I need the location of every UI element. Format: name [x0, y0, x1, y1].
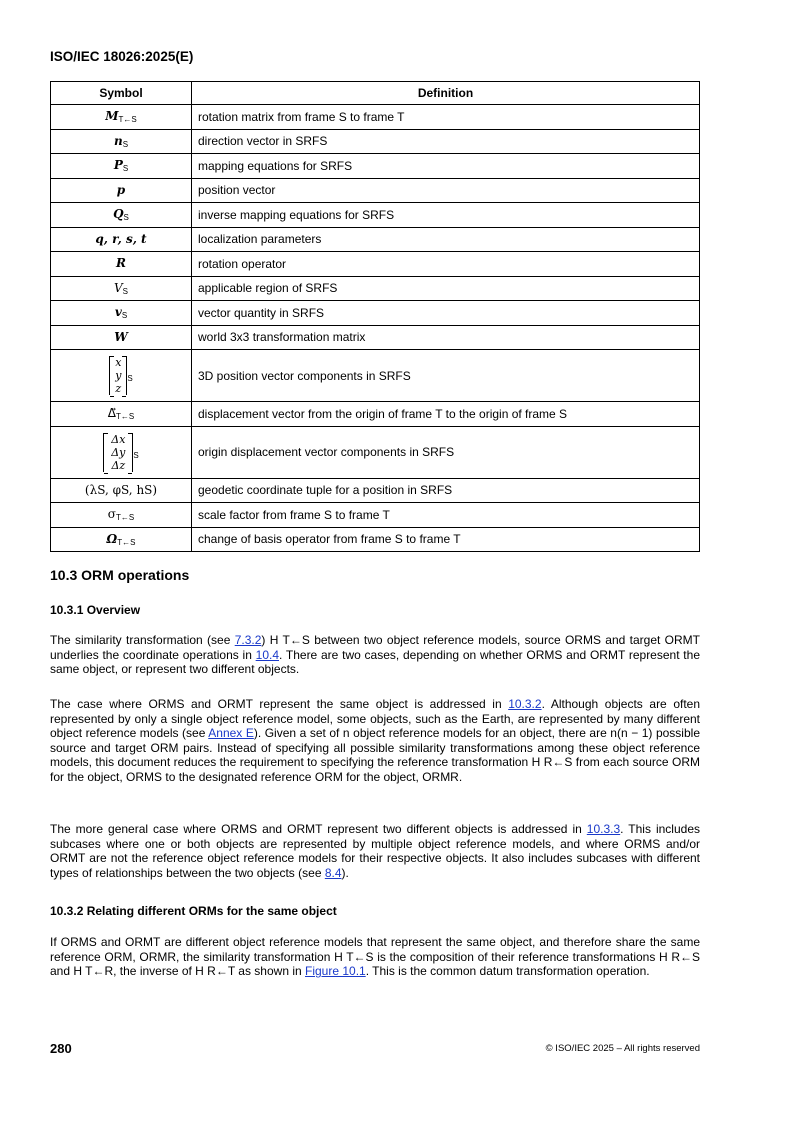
- symbol-cell: q, r, s, t: [51, 227, 192, 252]
- link-10-4[interactable]: 10.4: [52, 1070, 55, 1071]
- paragraph-different-objects: [50, 822, 700, 880]
- table-row: [51, 105, 700, 130]
- paragraph-text: The more general case where ORMS and ORMT represent two different objects is addressed in 10.3.3. This includes subcases where one or both objects are represented by multiple object reference models, and where ORMS and/or ORMT are not the reference object reference models for their respective objects. It also includes subcases with different types of relationships between the two objects (see 8.4).: [50, 822, 700, 880]
- symbol-cell: PS: [51, 154, 192, 179]
- table-row: [51, 154, 700, 179]
- symbol-cell: (λS, φS, hS): [51, 478, 192, 503]
- column-vector: x y z: [109, 356, 127, 395]
- table-row: [51, 350, 700, 402]
- copyright-notice: © ISO/IEC 2025 – All rights reserved: [545, 1043, 700, 1054]
- symbol-cell: ΩT←S: [51, 527, 192, 552]
- definition-cell: applicable region of SRFS: [192, 276, 700, 301]
- definition-cell: direction vector in SRFS: [192, 129, 700, 154]
- symbol-cell: W: [51, 325, 192, 350]
- definition-cell: localization parameters: [192, 227, 700, 252]
- table-row: [51, 301, 700, 326]
- table-row: [51, 203, 700, 228]
- column-header-symbol: Symbol: [51, 82, 192, 105]
- definition-cell: change of basis operator from frame S to frame T: [192, 527, 700, 552]
- column-vector: Δx Δy Δz: [103, 433, 133, 472]
- link-figure-10-1[interactable]: Figure 10.1: [66, 1070, 72, 1071]
- symbol-cell: Δx Δy ΔzS: [51, 426, 192, 478]
- symbol-cell: p: [51, 178, 192, 203]
- definition-cell: position vector: [192, 178, 700, 203]
- definition-cell: inverse mapping equations for SRFS: [192, 203, 700, 228]
- definition-cell: scale factor from frame S to frame T: [192, 503, 700, 528]
- symbol-cell: σT←S: [51, 503, 192, 528]
- paragraph-same-object: [50, 697, 700, 785]
- table-row: [51, 325, 700, 350]
- symbol-cell: nS: [51, 129, 192, 154]
- table-row: [51, 402, 700, 427]
- subsection-heading-overview: 10.3.1 Overview: [50, 603, 141, 617]
- cross-references: [50, 1070, 700, 1071]
- definition-cell: displacement vector from the origin of frame T to the origin of frame S: [192, 402, 700, 427]
- definition-cell: world 3x3 transformation matrix: [192, 325, 700, 350]
- table-row: [51, 527, 700, 552]
- table-row: [51, 276, 700, 301]
- paragraph-text: If ORMS and ORMT are different object reference models that represent the same object, and therefore share the same reference ORM, ORMR, the similarity transformation H T←S is the composition of their reference transformations H R←S and H T←R, the inverse of H R←T as shown in Figure 10.1. This is the common datum transformation operation.: [50, 935, 700, 979]
- link-10-3-2[interactable]: 10.3.2: [54, 1070, 58, 1071]
- symbol-cell: VS: [51, 276, 192, 301]
- table-row: [51, 227, 700, 252]
- table-row: [51, 178, 700, 203]
- symbols-table: [50, 81, 700, 552]
- definition-cell: vector quantity in SRFS: [192, 301, 700, 326]
- paragraph-relating: [50, 935, 700, 979]
- symbol-cell: QS: [51, 203, 192, 228]
- link-10-3-3[interactable]: 10.3.3: [61, 1070, 65, 1071]
- link-8-4[interactable]: 8.4: [64, 1070, 67, 1071]
- paragraph-overview: [50, 633, 700, 677]
- definition-cell: mapping equations for SRFS: [192, 154, 700, 179]
- symbol-cell: vS: [51, 301, 192, 326]
- link-7-3-2[interactable]: 7.3.2: [50, 1070, 53, 1071]
- page-number: 280: [50, 1041, 72, 1056]
- paragraph-text: The similarity transformation (see 7.3.2) H T←S between two object reference models, source ORMS and target ORMT underlies the coordinate operations in 10.4. There are two cases, depending on whether ORMS and ORMT represent the same object, or represent two different objects.: [50, 633, 700, 677]
- document-header: ISO/IEC 18026:2025(E): [50, 49, 194, 64]
- subsection-heading-relating: 10.3.2 Relating different ORMs for the same object: [50, 904, 337, 918]
- definition-cell: rotation matrix from frame S to frame T: [192, 105, 700, 130]
- table-row: [51, 478, 700, 503]
- symbol-cell: R: [51, 252, 192, 277]
- column-header-definition: Definition: [192, 82, 700, 105]
- definition-cell: origin displacement vector components in SRFS: [192, 426, 700, 478]
- symbol-cell: Δ⃗T←S: [51, 402, 192, 427]
- table-row: [51, 426, 700, 478]
- table-row: [51, 252, 700, 277]
- link-annex-e[interactable]: Annex E: [57, 1070, 62, 1071]
- section-heading: 10.3 ORM operations: [50, 567, 190, 583]
- symbol-cell: x y zS: [51, 350, 192, 402]
- table-row: [51, 503, 700, 528]
- table-row: [51, 129, 700, 154]
- symbol-cell: MT←S: [51, 105, 192, 130]
- definition-cell: geodetic coordinate tuple for a position in SRFS: [192, 478, 700, 503]
- definition-cell: rotation operator: [192, 252, 700, 277]
- definition-cell: 3D position vector components in SRFS: [192, 350, 700, 402]
- paragraph-text: The case where ORMS and ORMT represent the same object is addressed in 10.3.2. Although objects are often represented by only a single object reference model, some objects, such as the Earth, are represented by many different object reference models (see Annex E). Given a set of n object reference models for an object, there are n(n − 1) possible source and target ORM pairs. Instead of specifying all possible similarity transformations among these object reference models, this document reduces the requirement to specifying the reference transformation H R←S from each source ORM for the object, ORMS to the designated reference ORM for the object, ORMR.: [50, 697, 701, 784]
